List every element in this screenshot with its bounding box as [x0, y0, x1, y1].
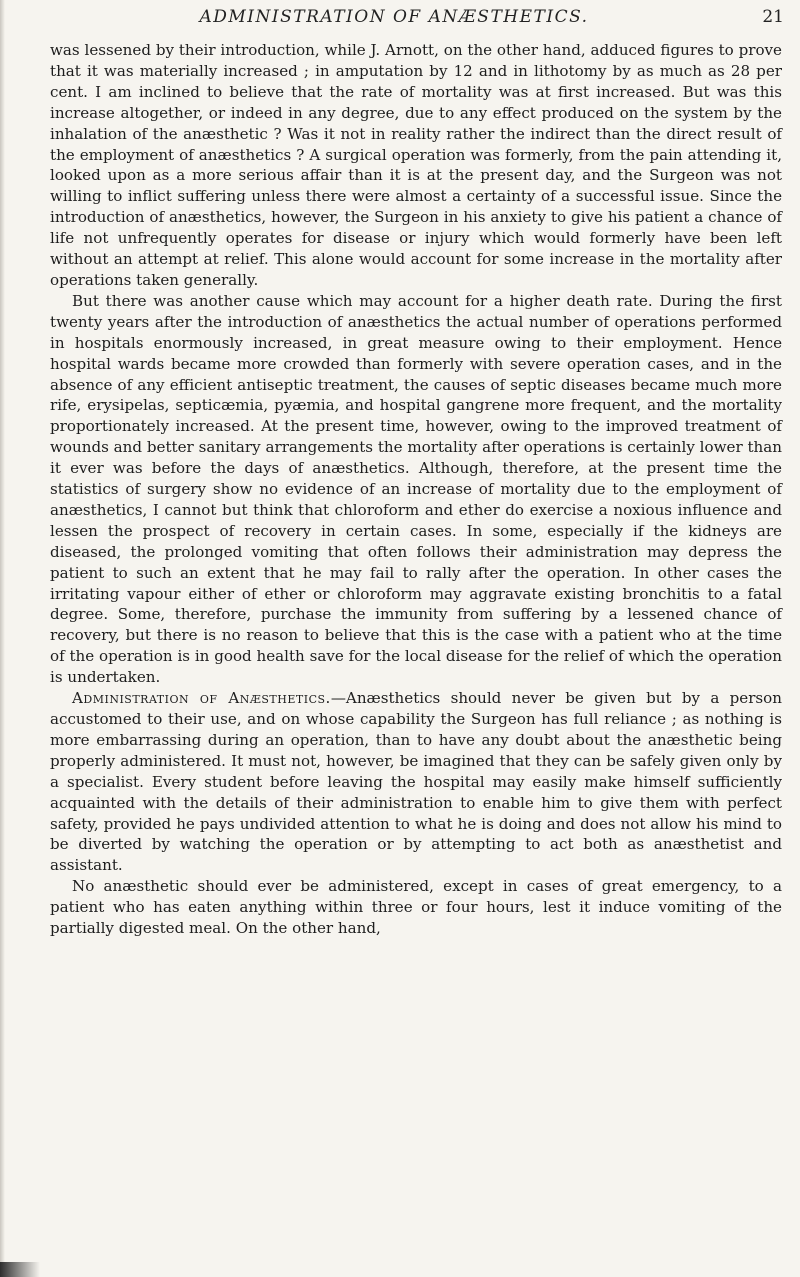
paragraph-fasting: No anæsthetic should ever be administered, except in cases of great emergency, to a patient who has eaten anything within three or four hours, lest it induce vomiting of the partially digested meal. On the other hand,: [50, 877, 782, 938]
paragraph-death-rate: But there was another cause which may account for a higher death rate. During the first twenty years after the introduction of anæsthetics the actual number of operations performed in hospitals enormously increased, in great measure owing to their employment. Hence hospital wards became more crowded than formerly with severe operation cases, and in the absence of any efficient antiseptic treatment, the causes of septic diseases became much more rife, erysipelas, septicæmia, pyæmia, and hospital gangrene more frequent, and the mortality proportionately increased. At the present time, however, owing to the improved treatment of wounds and better sanitary arrangements the mortality after operations is certainly lower than it ever was before the days of anæsthetics. Although, therefore, at the present time the statistics of surgery show no evidence of an increase of mortality due to the employment of anæsthetics, I cannot but think that chloroform and ether do exercise a noxious influence and lessen the prospect of recovery in certain cases. In some, especially if the kidneys are diseased, the prolonged vomiting that often follows their administration may depress the patient to such an extent that he may fail to rally after the operation. In other cases the irritating vapour either of ether or chloroform may aggravate existing bronchitis to a fatal degree. Some, therefore, purchase the immunity from suffering by a lessened chance of recovery, but there is no reason to believe that this is the case with a patient who at the time of the operation is in good health save for the local disease for the relief of which the operation is undertaken.: [50, 291, 782, 687]
scan-artifact-mark: [0, 1262, 40, 1277]
paragraph-continued: was lessened by their introduction, while J. Arnott, on the other hand, adduced figures to prove that it was materially increased ; in amputation by 12 and in lithotomy by as much as 28 per cent. I am inclined to believe that the rate of mortality was at first increased. But was this increase altogether, or indeed in any degree, due to any effect produced on the system by the inhalation of the anæsthetic ? Was it not in reality rather the indirect than the direct result of the employment of anæsthetics ? A surgical operation was formerly, from the pain attending it, looked upon as a more serious affair than it is at the present day, and the Surgeon was not willing to inflict suffering unless there were almost a certainty of a successful issue. Since the introduction of anæsthetics, however, the Surgeon in his anxiety to give his patient a chance of life not unfrequently operates for disease or injury which would formerly have been left without an attempt at relief. This alone would account for some increase in the mortality after operations taken generally.: [50, 41, 782, 289]
body-text: [50, 40, 782, 939]
page-header: [54, 7, 784, 31]
paragraph-administration: [50, 688, 782, 876]
page-number: 21: [762, 7, 784, 27]
section-text: —Anæsthetics should never be given but by a person accustomed to their use, and on whose capability the Surgeon has full reliance ; as nothing is more embarrassing during an operation, than to have any doubt about the anæsthetic being properly administered. It must not, however, be imagined that they can be safely given only by a specialist. Every student before leaving the hospital may easily make himself sufficiently acquainted with the details of their administration to enable him to give them with perfect safety, provided he pays undivided attention to what he is doing and does not allow his mind to be diverted by watching the operation or by attempting to act both as anæsthetist and assistant.: [50, 689, 782, 875]
section-heading: Administration of Anæsthetics.: [72, 689, 331, 708]
page-binding-edge: [0, 0, 5, 1277]
running-head: ADMINISTRATION OF ANÆSTHETICS.: [199, 7, 589, 27]
